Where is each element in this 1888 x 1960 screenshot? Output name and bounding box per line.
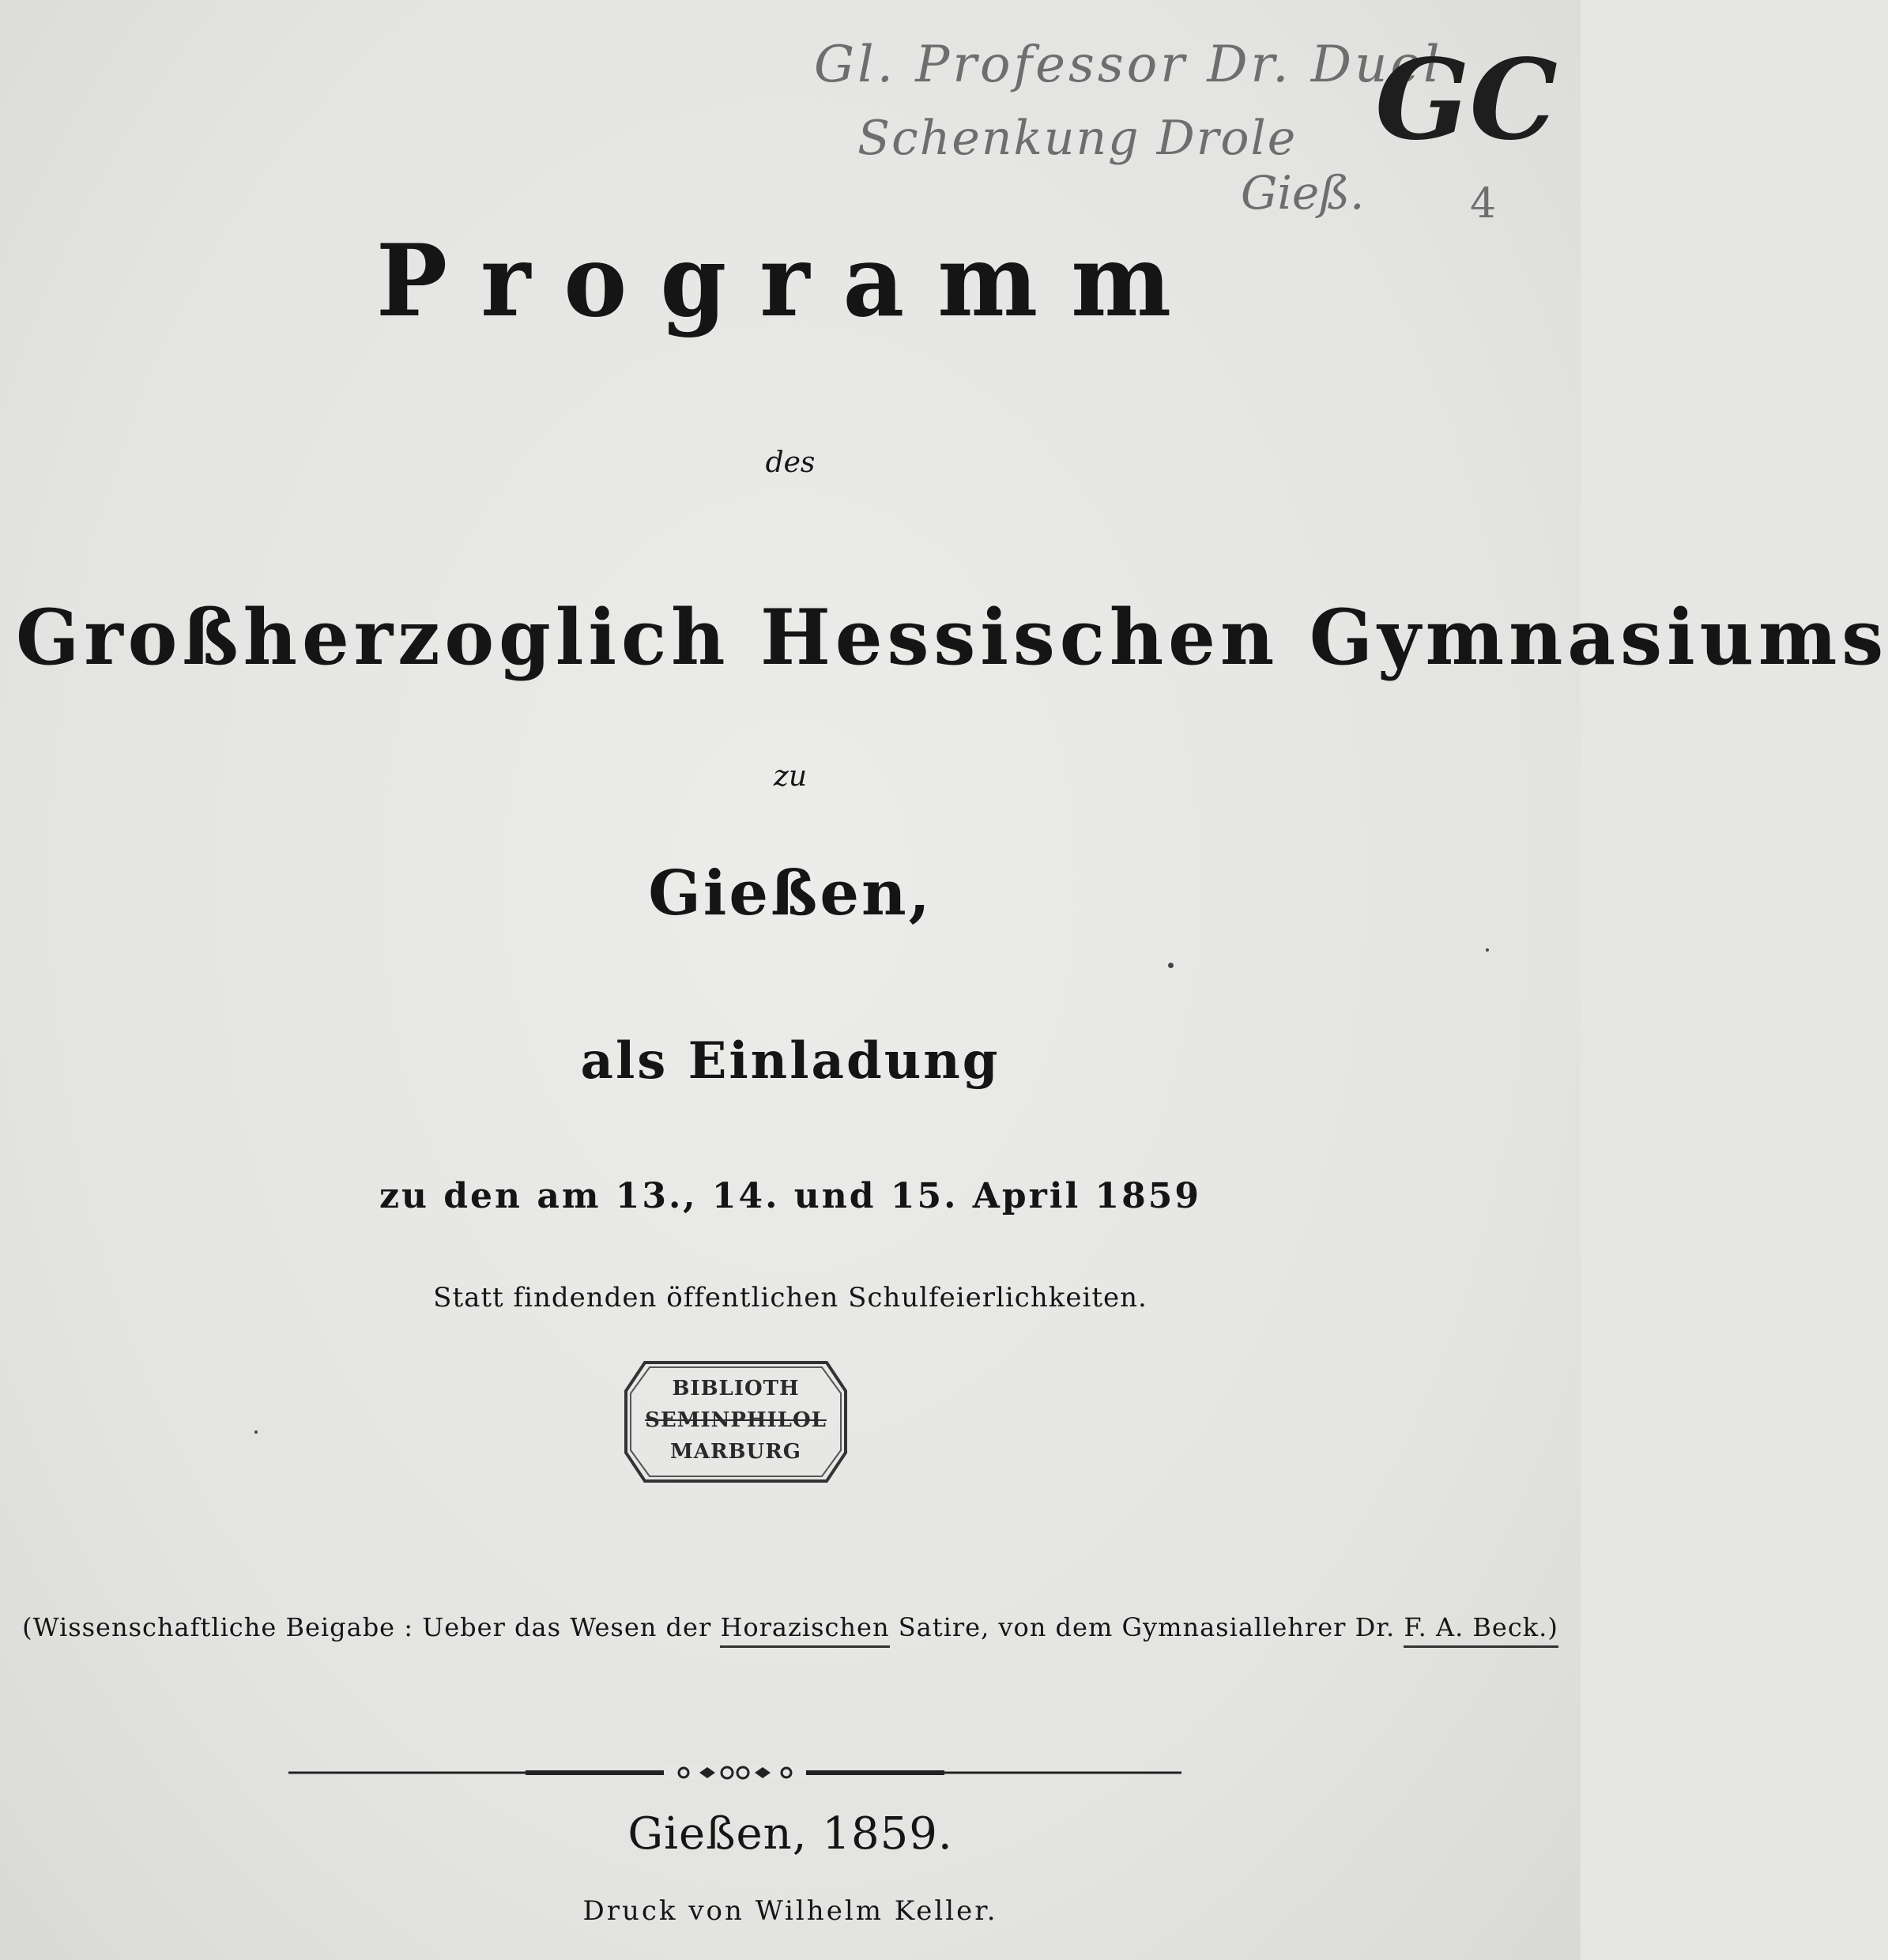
imprint-place-year: Gießen, 1859. xyxy=(627,1808,953,1860)
date-line: zu den am 13., 14. und 15. April 1859 xyxy=(379,1176,1202,1216)
library-stamp xyxy=(623,1359,849,1484)
supplement-underlined-horazischen: Horazischen xyxy=(720,1612,889,1648)
zu-text: zu xyxy=(773,760,808,793)
supplement-line xyxy=(0,1612,1581,1642)
stamp-line-1: BIBLIOTH xyxy=(672,1377,800,1400)
supplement-middle: Satire, von dem Gymnasiallehrer Dr. xyxy=(889,1612,1404,1642)
occasion-line: Statt findenden öffentlichen Schulfeierlichkeiten. xyxy=(433,1282,1147,1314)
handwritten-signature: GC xyxy=(1375,36,1558,165)
handwritten-note-line-2: Schenkung Drole xyxy=(857,111,1298,166)
handwritten-note-line-1: Gl. Professor Dr. Duel xyxy=(814,36,1443,94)
stamp-line-3: MARBURG xyxy=(669,1440,802,1464)
supplement-underlined-author: F. A. Beck.) xyxy=(1404,1612,1558,1648)
city-name: Gießen, xyxy=(648,858,933,929)
printer-line: Druck von Wilhelm Keller. xyxy=(582,1895,998,1927)
institution-name: Großherzoglich Hessischen Gymnasiums xyxy=(16,593,1888,682)
stamp-line-2: SEMINPHILOL xyxy=(645,1408,827,1432)
paper-speck xyxy=(1486,948,1489,952)
handwritten-note-line-3: Gieß. xyxy=(1241,166,1365,220)
ornamental-rule-icon xyxy=(288,1761,1181,1785)
page-title: Programm xyxy=(375,222,1205,340)
des-text: des xyxy=(765,447,816,479)
handwritten-number: 4 xyxy=(1470,180,1497,228)
paper-speck xyxy=(1168,963,1174,968)
invitation-heading: als Einladung xyxy=(580,1031,1001,1091)
paper-speck xyxy=(254,1430,258,1434)
supplement-prefix: (Wissenschaftliche Beigabe : Ueber das Wesen der xyxy=(22,1612,721,1642)
